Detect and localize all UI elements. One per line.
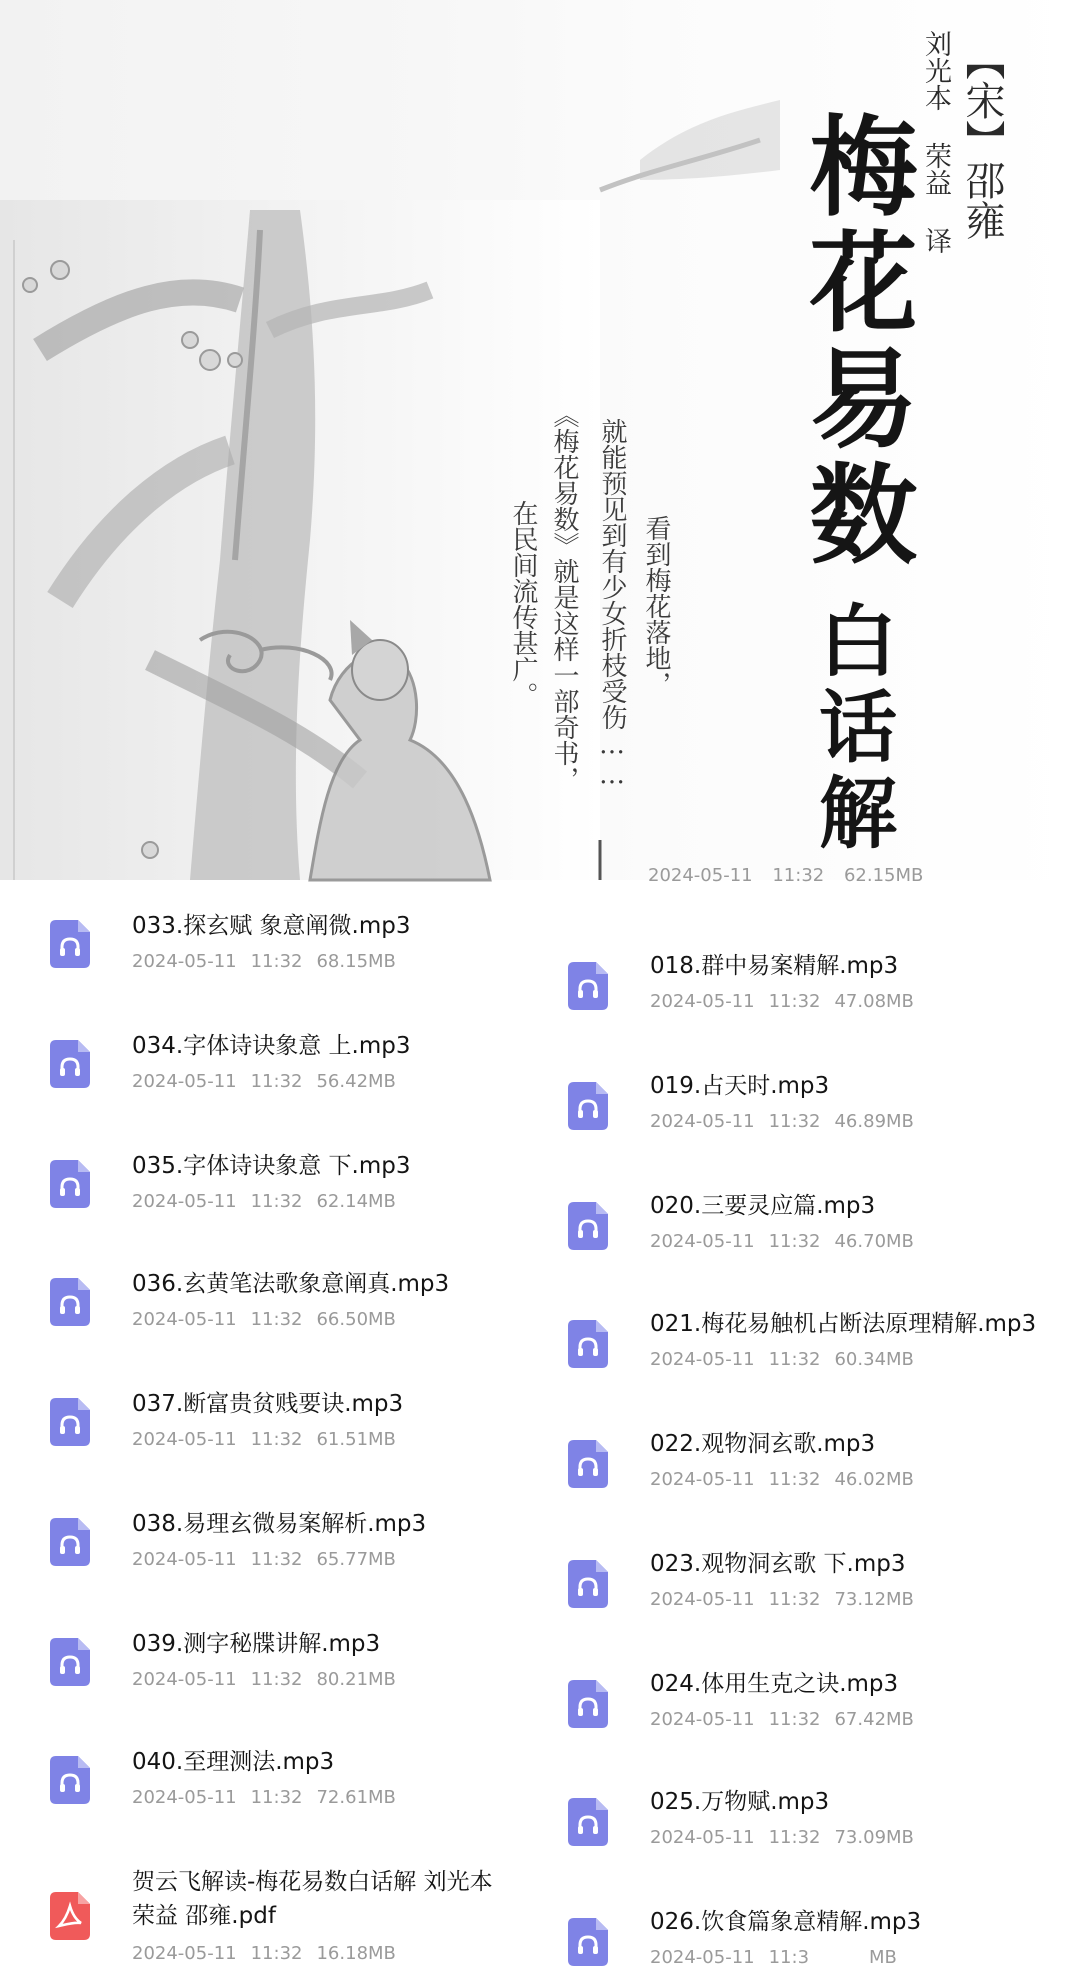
file-name: 贺云飞解读-梅花易数白话解 刘光本 bbox=[132, 1869, 493, 1895]
file-time: 11:32 bbox=[768, 1349, 821, 1370]
file-item[interactable] bbox=[0, 1030, 540, 1120]
file-meta bbox=[650, 1826, 914, 1850]
file-size: 62.14MB bbox=[316, 1191, 396, 1212]
file-name: 019.占天时.mp3 bbox=[650, 1073, 830, 1099]
file-meta-partial bbox=[648, 865, 924, 888]
file-date: 2024-05-11 bbox=[650, 1827, 755, 1848]
headphones-icon bbox=[568, 1918, 608, 1966]
file-item[interactable] bbox=[520, 1308, 1060, 1398]
file-name: 033.探玄赋 象意阐微.mp3 bbox=[132, 913, 411, 939]
file-size: 47.08MB bbox=[834, 991, 914, 1012]
file-name: 036.玄黄笔法歌象意阐真.mp3 bbox=[132, 1271, 450, 1297]
file-meta bbox=[650, 1588, 914, 1612]
file-item[interactable] bbox=[520, 1190, 1060, 1280]
file-date: 2024-05-11 bbox=[132, 1787, 237, 1808]
cover-title: 梅花易数 bbox=[791, 110, 917, 574]
file-item[interactable] bbox=[0, 1388, 540, 1478]
headphones-icon bbox=[50, 1160, 90, 1208]
file-size: MB bbox=[869, 1947, 897, 1968]
file-time: 11:32 bbox=[250, 1787, 303, 1808]
file-date: 2024-05-11 bbox=[650, 1469, 755, 1490]
file-meta bbox=[650, 1708, 914, 1732]
headphones-icon bbox=[50, 1518, 90, 1566]
file-date: 2024-05-11 bbox=[650, 1231, 755, 1252]
cover-blurb-line: 就能预见到有少女折枝受伤…… bbox=[597, 418, 627, 790]
file-name: 024.体用生克之诀.mp3 bbox=[650, 1671, 899, 1697]
file-meta bbox=[132, 1070, 396, 1094]
file-date: 2024-05-11 bbox=[650, 1111, 755, 1132]
cover-blurb-line: 看到梅花落地， bbox=[641, 515, 671, 697]
file-time: 11:32 bbox=[768, 991, 821, 1012]
file-name: 025.万物赋.mp3 bbox=[650, 1789, 830, 1815]
file-item[interactable] bbox=[520, 1548, 1060, 1638]
file-date: 2024-05-11 bbox=[132, 951, 237, 972]
headphones-icon bbox=[50, 1278, 90, 1326]
file-meta bbox=[132, 1786, 396, 1810]
headphones-icon bbox=[50, 1638, 90, 1686]
file-name: 037.断富贵贫贱要诀.mp3 bbox=[132, 1391, 404, 1417]
file-meta bbox=[650, 1348, 914, 1372]
file-date: 2024-05-11 bbox=[132, 1309, 237, 1330]
file-date: 2024-05-11 bbox=[132, 1429, 237, 1450]
file-name: 026.饮食篇象意精解.mp3 bbox=[650, 1909, 922, 1935]
file-name: 040.至理测法.mp3 bbox=[132, 1749, 335, 1775]
file-time: 11:32 bbox=[768, 1589, 821, 1610]
file-item[interactable] bbox=[0, 1746, 540, 1836]
file-meta bbox=[132, 1548, 396, 1572]
file-size: 56.42MB bbox=[316, 1071, 396, 1092]
headphones-icon bbox=[568, 1320, 608, 1368]
file-time: 11:32 bbox=[768, 1709, 821, 1730]
file-date: 2024-05-11 bbox=[648, 865, 753, 886]
file-size: 46.70MB bbox=[834, 1231, 914, 1252]
file-date: 2024-05-11 bbox=[650, 1709, 755, 1730]
headphones-icon bbox=[50, 1398, 90, 1446]
file-name: 022.观物洞玄歌.mp3 bbox=[650, 1431, 876, 1457]
headphones-icon bbox=[50, 920, 90, 968]
headphones-icon bbox=[568, 1202, 608, 1250]
file-date: 2024-05-11 bbox=[132, 1191, 237, 1212]
file-time: 11:32 bbox=[772, 865, 825, 886]
file-item[interactable] bbox=[0, 1150, 540, 1240]
file-time: 11:32 bbox=[250, 1071, 303, 1092]
file-size: 46.02MB bbox=[834, 1469, 914, 1490]
file-time: 11:32 bbox=[250, 1309, 303, 1330]
file-size: 46.89MB bbox=[834, 1111, 914, 1132]
file-time: 11:3 bbox=[768, 1947, 810, 1968]
book-cover-image bbox=[0, 0, 1080, 880]
file-size: 80.21MB bbox=[316, 1669, 396, 1690]
headphones-icon bbox=[50, 1756, 90, 1804]
file-date: 2024-05-11 bbox=[650, 1589, 755, 1610]
file-item[interactable] bbox=[520, 1906, 1060, 1969]
file-size: 62.15MB bbox=[843, 865, 924, 886]
headphones-icon bbox=[568, 1440, 608, 1488]
file-size: 73.09MB bbox=[834, 1827, 914, 1848]
cover-translators: 刘光本 荣益 译 bbox=[920, 30, 951, 254]
file-size: 16.18MB bbox=[316, 1943, 396, 1964]
cover-blurb-line: 在民间流传甚广。 bbox=[508, 500, 538, 708]
file-size: 66.50MB bbox=[316, 1309, 396, 1330]
file-size: 72.61MB bbox=[316, 1787, 396, 1808]
file-name: 039.测字秘牒讲解.mp3 bbox=[132, 1631, 381, 1657]
file-item[interactable] bbox=[0, 1628, 540, 1718]
headphones-icon bbox=[568, 1082, 608, 1130]
file-name: 035.字体诗诀象意 下.mp3 bbox=[132, 1153, 411, 1179]
file-size: 60.34MB bbox=[834, 1349, 914, 1370]
file-time: 11:32 bbox=[768, 1469, 821, 1490]
file-meta bbox=[650, 1110, 914, 1134]
file-item[interactable] bbox=[0, 1866, 540, 1969]
file-time: 11:32 bbox=[768, 1827, 821, 1848]
file-name: 034.字体诗诀象意 上.mp3 bbox=[132, 1033, 411, 1059]
file-time: 11:32 bbox=[250, 1429, 303, 1450]
file-name: 018.群中易案精解.mp3 bbox=[650, 953, 899, 979]
file-time: 11:32 bbox=[250, 1669, 303, 1690]
pdf-icon bbox=[50, 1892, 90, 1940]
file-time: 11:32 bbox=[250, 951, 303, 972]
file-date: 2024-05-11 bbox=[132, 1071, 237, 1092]
file-name: 023.观物洞玄歌 下.mp3 bbox=[650, 1551, 906, 1577]
file-date: 2024-05-11 bbox=[650, 991, 755, 1012]
file-item[interactable] bbox=[520, 1786, 1060, 1876]
file-name-line2: 荣益 邵雍.pdf bbox=[132, 1903, 276, 1929]
file-meta bbox=[650, 1946, 897, 1970]
file-time: 11:32 bbox=[250, 1191, 303, 1212]
file-meta bbox=[132, 1942, 396, 1966]
file-size: 61.51MB bbox=[316, 1429, 396, 1450]
headphones-icon bbox=[568, 1680, 608, 1728]
file-time: 11:32 bbox=[768, 1231, 821, 1252]
file-item[interactable] bbox=[520, 1070, 1060, 1160]
file-time: 11:32 bbox=[250, 1943, 303, 1964]
file-date: 2024-05-11 bbox=[650, 1947, 755, 1968]
file-meta bbox=[132, 1308, 396, 1332]
file-date: 2024-05-11 bbox=[132, 1943, 237, 1964]
file-time: 11:32 bbox=[768, 1111, 821, 1132]
file-meta bbox=[132, 1668, 396, 1692]
file-size: 73.12MB bbox=[834, 1589, 914, 1610]
cover-dynasty: 【宋】 bbox=[959, 40, 1005, 160]
file-size: 67.42MB bbox=[834, 1709, 914, 1730]
file-meta bbox=[650, 990, 914, 1014]
file-size: 68.15MB bbox=[316, 951, 396, 972]
cover-subtitle: 白话解 bbox=[806, 600, 897, 858]
headphones-icon bbox=[50, 1040, 90, 1088]
cover-author-name: 邵雍 bbox=[959, 160, 1005, 240]
file-item[interactable] bbox=[520, 1428, 1060, 1518]
cover-author bbox=[960, 40, 1004, 240]
cover-blurb-line: 《梅花易数》就是这样一部奇书， bbox=[549, 402, 579, 792]
file-meta bbox=[132, 1428, 396, 1452]
file-item[interactable] bbox=[520, 950, 1060, 1040]
file-item[interactable] bbox=[520, 1668, 1060, 1758]
file-item[interactable] bbox=[0, 1268, 540, 1358]
file-name: 020.三要灵应篇.mp3 bbox=[650, 1193, 876, 1219]
file-name: 038.易理玄微易案解析.mp3 bbox=[132, 1511, 427, 1537]
headphones-icon bbox=[568, 1560, 608, 1608]
file-item[interactable] bbox=[0, 910, 540, 1000]
file-meta bbox=[132, 1190, 396, 1214]
file-date: 2024-05-11 bbox=[132, 1669, 237, 1690]
file-date: 2024-05-11 bbox=[132, 1549, 237, 1570]
file-time: 11:32 bbox=[250, 1549, 303, 1570]
headphones-icon bbox=[568, 1798, 608, 1846]
ink-painting-illustration bbox=[0, 0, 1080, 880]
file-meta bbox=[650, 1468, 914, 1492]
file-date: 2024-05-11 bbox=[650, 1349, 755, 1370]
file-size: 65.77MB bbox=[316, 1549, 396, 1570]
file-meta bbox=[650, 1230, 914, 1254]
file-meta bbox=[132, 950, 396, 974]
headphones-icon bbox=[568, 962, 608, 1010]
file-item[interactable] bbox=[0, 1508, 540, 1598]
file-name: 021.梅花易触机占断法原理精解.mp3 bbox=[650, 1311, 1037, 1337]
